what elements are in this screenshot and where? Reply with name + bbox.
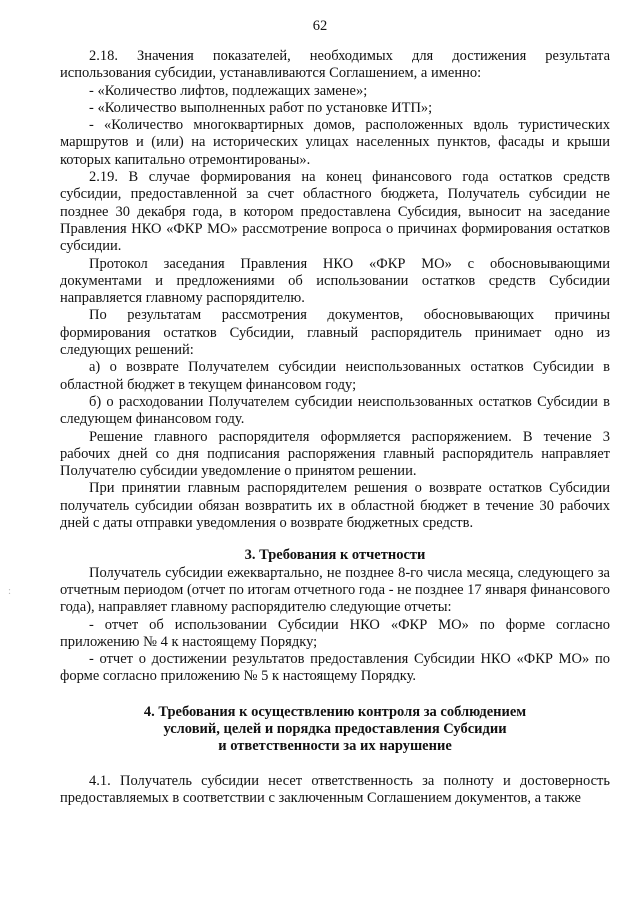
decision-option-b: б) о расходовании Получателем субсидии неиспользованных остатков Субсидии в следующем финансовом году.: [60, 393, 610, 428]
document-body: [60, 48, 610, 807]
paragraph-decisions: По результатам рассмотрения документов, обосновывающих причины формирования остатков Субсидии, главный распорядитель принимает одно из следующих решений:: [60, 307, 610, 359]
section-4-heading-line: условий, целей и порядка предоставления Субсидии: [163, 720, 507, 737]
indicator-item-lifts: - «Количество лифтов, подлежащих замене»;: [89, 82, 368, 99]
paragraph-2-19: 2.19. В случае формирования на конец финансового года остатков средств субсидии, предоставленной за счет областного бюджета, Получатель субсидии не позднее 30 декабря года, в котором предоставлена Субсидия, выносит на заседание Правления НКО «ФКР МО» рассмотрение вопроса о причинах формирования остатков субсидии.: [60, 169, 610, 255]
section-4-heading-line: 4. Требования к осуществлению контроля за соблюдением: [143, 703, 527, 720]
indicator-item-itp: - «Количество выполненных работ по установке ИТП»;: [89, 99, 433, 116]
margin-mark: :: [8, 585, 12, 597]
paragraph-4-1: 4.1. Получатель субсидии несет ответственность за полноту и достоверность предоставляемых в соответствии с заключенным Соглашением документов, а также: [60, 772, 610, 806]
section-4-heading-line: и ответственности за их нарушение: [218, 738, 452, 755]
paragraph-return: При принятии главным распорядителем решения о возврате остатков Субсидии получатель субсидии обязан возвратить их в областной бюджет в течение 30 рабочих дней с даты отправки уведомления о возврате бюджетных средств.: [60, 480, 610, 532]
section-3-paragraph: Получатель субсидии ежеквартально, не позднее 8-го числа месяца, следующего за отчетным периодом (отчет по итогам отчетного года - не позднее 17 января финансового года), направляет главному распорядителю следующие отчеты:: [60, 564, 610, 616]
decision-option-a: а) о возврате Получателем субсидии неиспользованных остатков Субсидии в областной бюджет в текущем финансовом году;: [60, 359, 610, 393]
report-item-usage: - отчет об использовании Субсидии НКО «ФКР МО» по форме согласно приложению № 4 к настоящему Порядку;: [60, 616, 610, 650]
section-3-heading: 3. Требования к отчетности: [244, 547, 426, 564]
paragraph-2-18: 2.18. Значения показателей, необходимых для достижения результата использования субсидии, устанавливаются Соглашением, а именно:: [60, 48, 610, 82]
section-4-heading: [60, 704, 610, 756]
page-number: 62: [312, 18, 328, 34]
paragraph-protocol: Протокол заседания Правления НКО «ФКР МО» с обосновывающими документами и предложениями об использовании остатков средств Субсидии направляется главному распорядителю.: [60, 255, 610, 307]
report-item-results: - отчет о достижении результатов предоставления Субсидии НКО «ФКР МО» по форме согласно приложению № 5 к настоящему Порядку.: [60, 651, 610, 685]
paragraph-order: Решение главного распорядителя оформляется распоряжением. В течение 3 рабочих дней со дня подписания распоряжения главный распорядитель направляет Получателю субсидии уведомление о принятом решении.: [60, 428, 610, 480]
indicator-item-buildings: - «Количество многоквартирных домов, расположенных вдоль туристических маршрутов и (или) на исторических улицах населенных пунктов, фасады и крыши которых капитально отремонтированы».: [60, 117, 610, 168]
